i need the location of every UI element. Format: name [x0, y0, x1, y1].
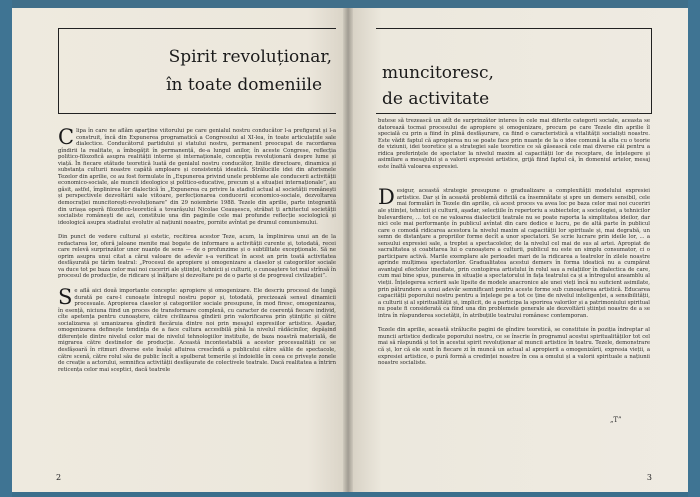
left-page	[12, 8, 348, 492]
paragraph: butese să trezească un atît de surprinzător interes în cele mai diferite categorii sociale, aceasta se datorează tocmai procesului de apropiere și omogenizare, precum pe care Tezele din aprilie îl specială cu prin a fiind în plină desfășurare, ca fiind o caracteristică a vitalității socialiști noastre. Este vădit faptul că apropierea nu se poate face prin nuanțe de la o idee comună la alta cu o teorie de viziunii, idei teoretice și a strategiei sale teoretice ce să găsească cele mai diverse căi pentru a ridica preferințele de spectator la nivelul maxim al capacității lor de receptare, de înțelegere și asimilare a mesajului și a valorii expresiei artistice, grijă fiind faptul că, în domeniul artelor, mesaj este înaltă valoarea expresiei.	[378, 118, 650, 170]
page-number: 3	[646, 473, 652, 482]
paragraph: Din punct de vedere cultural și estetic, recitirea acestor Teze, acum, la împlinirea unui an de la redactarea lor, oferă jaloane menite mai bogate de informare a activității curente și, totodată, recei care relevă surprinzător unor nuanțe de sens — de o profunzime și o subtilitate excepționale. Să ne oprim asupra unui citat a cărui valoare de adevăr s-a verificat în acest an prin toată activitatea desfășurată pe tărîm teatral: „Procesul de apropiere și omogenizare a claselor și categoriilor sociale va duce tot pe baza celor mai noi cuceriri ale științei, tehnicii și culturii, o cunoaștere tot mai strînsă în procesul de producție, de ridicare și înălțare și dezvoltare pe de o parte și de progresul civilizației”.	[58, 234, 336, 280]
title-line-2: de activitate	[382, 89, 490, 109]
title-line-1: muncitoresc,	[382, 63, 494, 83]
book-cover-top	[0, 0, 700, 8]
right-text-column	[378, 118, 650, 375]
left-text-column	[58, 125, 336, 381]
book-cover-left	[0, 0, 12, 497]
title-line-2: în toate domeniile	[166, 75, 322, 95]
paragraph: Desigur, această strategie presupune o gradualizare a complexității modelului expresiei artistice. Dar și în această problemă dificilă ca însemnătate și spre un demers sensibil, cele mai formulări în Tezele din aprilie, că acest proces va avea loc pe baza celor mai noi cuceriri ale științei, tehnicii și culturii, așadar, selecțiile în repertoriu a subiectelor, a sociologiei, a tehnicilor bulevardiere, ... tot ce ne valoarea dialecticii teatrale nu se poate raporta la simplitatea ideilor, dar nici cele mai performanțe în publicul avîntat din care dedice e lucru, pe de altă parte în publicul care o comodă ridicarea acestora la nivelul maxim al capacității lor spirituale și, mai degrabă, un semn de distanțare a propriilor forme decît a unor spectatori. Se scrie lucrare prin ideile lor, ... a sensului expresiei sale, a treptei a spectacolelor, de la nivelul cel mai de sus al artei. Apropiat de sacralitatea și coabitarea lui o cunoaștere a culturii, publicul nu este un simplu consumator, ci o participare activă. Marile exemplare ale perioadei mari de la ridicarea a teatrelor în zilele noastre aprinde mulțimea spectatorilor. Gradualitatea acestui demers în forma ideatică nu a cumpărat avantajul efectelor imediate, prin contopirea artistului în rolul sau a relațiilor în dialectica de care, cum mai bine spus, punerea în situație a spectatorului în fața teatrului ca și a întregului ansamblu al vieții. Înțelegerea scrierii sale lipsite de modele anacronice ale unei vieți încă nu suficient asimilate, prin pătrundere a unui adevăr semnificant pentru aceste forme sub cunoașterea artistică. Educarea capacității poporului nostru pentru a înțelege pe a tot ce ține de nivelul inteligenței, a sensibilității, a culturii și al spiritualității și, implicit, de a participa la sporirea valorilor și a patrimoniului spiritual nu poate fi considerată ca fiind una din problemele generale ale dezvoltării științei noastre de a se intra în răspunderea societății, în atribuțiile teatrului românesc contemporan.	[378, 185, 650, 319]
left-title-box	[58, 28, 336, 114]
book-spine	[343, 8, 353, 492]
paragraph: Se află aici două importante concepte: apropiere și omogenizare. Ele descriu procesul de lungă durată pe care-l cunoaște întregul nostru popor și, totodată, precizează sensul dinamicii procesuale. Apropierea claselor și categoriilor sociale presupune, în mod firesc, omogenizarea, în esență, niciuna fiind un proces de transformare complexă, cu caracter de coerență fiecare individ, cîte apetența pentru cunoaștere, către civilizarea gîndirii prin valorificarea prin științific și către socializarea și umanizarea gîndirii fiecăruia dintre noi prin mesajul expresiilor artistice. Așadar, omogenizarea definește tendința de a face cultura accesibilă pînă la nivelul rădăcinilor, depășind diferențele dintre nivelul celor mai de nivelul tehnologiilor instituite, de baza noastră materială, de migrarea către destinelor de producție. Această incontestabilă a acestor procesualități ce se desfășoară în ritmuri diverse este însăși afluirea crescîndă a publicului către sălile de spectacole, către scenă, către rolul său de public încît a spulberat temerile și îndoielile în ceea ce privește zonele de creație a actorului, semnifica activității desfășurate de colectivele teatrale. Dacă realitatea a întrirn reticența celor mai sceptici, dacă teatrele	[58, 285, 336, 373]
book-cover-right	[688, 0, 700, 497]
page-number: 2	[56, 473, 62, 482]
paragraph: Tezele din aprilie, această strălucite pagini de gîndire teoretică, se constituie în poziția îndreptar al muncii artistice dedicate poporului nostru, ce se înscrie în programul acestui spiritualităților tot cel mai să răspundă și tot în acestui spirit revoluționar al muncii artistice în teatru. Tezele, demonstrare că și, lor că ele sunt în fiecare zi în muncă un actual al apropierii a omogenizării, expresia vieții, a expresiei artistice, o pură formă a credinței noastre în cea a omului și a valorii spirituale a națiunii noastre socialiste.	[378, 327, 650, 367]
signature: „T”	[610, 416, 622, 424]
paragraph: Clipa în care ne aflăm aparține viitorului pe care genialul nostru conducător l-a prefigurat și l-a construit, încă din Expunerea programatică a Congresului al XI-lea, în toate articulațiile sale dialectice. Conducătorul partidului și statului nostru, permanent preocupat de racordarea gîndirii la realitate, a îmbogățit în permanență, de-a lungul anilor, în aceste Congrese, reflecția politico-filozofică asupra realității interne și internaționale, concepția revoluționară despre lume și viață. În fiecare etătude teoretică luată de genialul nostru conducător, liniile directoare, dinamica și substanța culturii noastre capătă amploare și consistență ideatică. Străluciile idei din aforismele Tezelor din aprilie, ce au fost formulate în „Expunerea privind unele probleme ale conducerii activității economico-sociale, ale muncii ideologice și politico-educative, precum și a situației internaționale”, au găsit, astfel, împlinirea lor dialectică în „Expunerea cu privire la stadiul actual al societății românești și perspectivele dezvoltării sale viitoare, perfecționarea conducerii economico-sociale, dezvoltarea democrației muncitorești-revoluționare” din 29 noiembrie 1988. Tezele din aprilie, parte integrantă din uriașa operă filozofico-teoretică a tovarășului Nicolae Ceaușescu, străbat ți arhitectul societății socialiste românești de azi, constituie una din paginile cele mai profunde reflecție sociologică și ideologică asupra stadiului evolutiv al națiunii noastre, pornite avîntat pe drumul comunismului.	[58, 125, 336, 226]
title-line-1: Spirit revoluționar,	[168, 47, 332, 67]
right-page	[348, 8, 688, 492]
right-title-box	[376, 28, 652, 114]
